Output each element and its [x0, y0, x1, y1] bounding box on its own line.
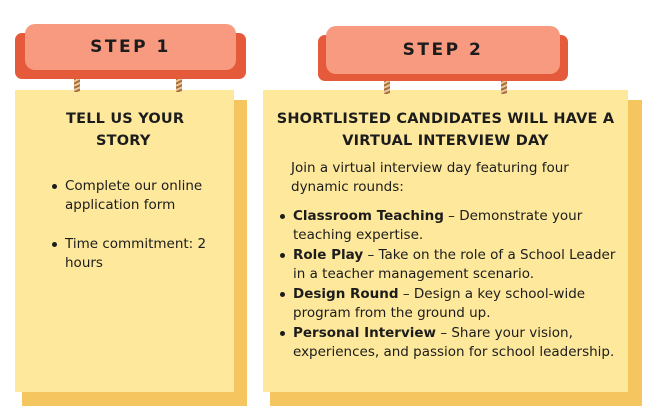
step2-title-line1: SHORTLISTED CANDIDATES WILL HAVE A [276, 111, 615, 127]
step1-rope-right [176, 78, 182, 92]
round-desc: – Design a key school-wide program from the ground up. [293, 286, 586, 321]
step2-round-item [277, 285, 617, 323]
step2-sign [326, 26, 560, 74]
step2-round-item [277, 207, 617, 245]
round-desc: – Demonstrate your teaching expertise. [293, 208, 583, 243]
step1-title [66, 108, 236, 152]
round-desc: – Share your vision, experiences, and passion for school leadership. [293, 325, 615, 360]
round-desc: – Take on the role of a School Leader in a teacher management scenario. [293, 247, 616, 282]
step1-bullet: Complete our online application form [49, 177, 229, 215]
step1-bullet: Time commitment: 2 hours [49, 235, 210, 273]
round-name: Role Play [293, 247, 364, 263]
step1-rope-left [74, 78, 80, 92]
step2-round-item [277, 324, 617, 362]
step2-title-line2: VIRTUAL INTERVIEW DAY [342, 133, 549, 149]
step1-bullet-list [49, 177, 229, 293]
step2-title [263, 108, 628, 152]
step1-label: STEP 1 [90, 37, 171, 57]
step1-title-line1: TELL US YOUR [66, 111, 185, 127]
step2-intro: Join a virtual interview day featuring four dynamic rounds: [291, 160, 569, 195]
step2-round-item [277, 246, 617, 284]
step2-rounds-list [277, 207, 617, 363]
round-name: Personal Interview [293, 325, 437, 341]
round-name: Design Round [293, 286, 399, 302]
step2-label: STEP 2 [402, 40, 484, 60]
step2-rope-right [501, 80, 507, 94]
round-name: Classroom Teaching [293, 208, 444, 224]
step1-title-line2: STORY [96, 133, 151, 149]
step2-rope-left [384, 80, 390, 94]
step1-sign [25, 24, 236, 70]
